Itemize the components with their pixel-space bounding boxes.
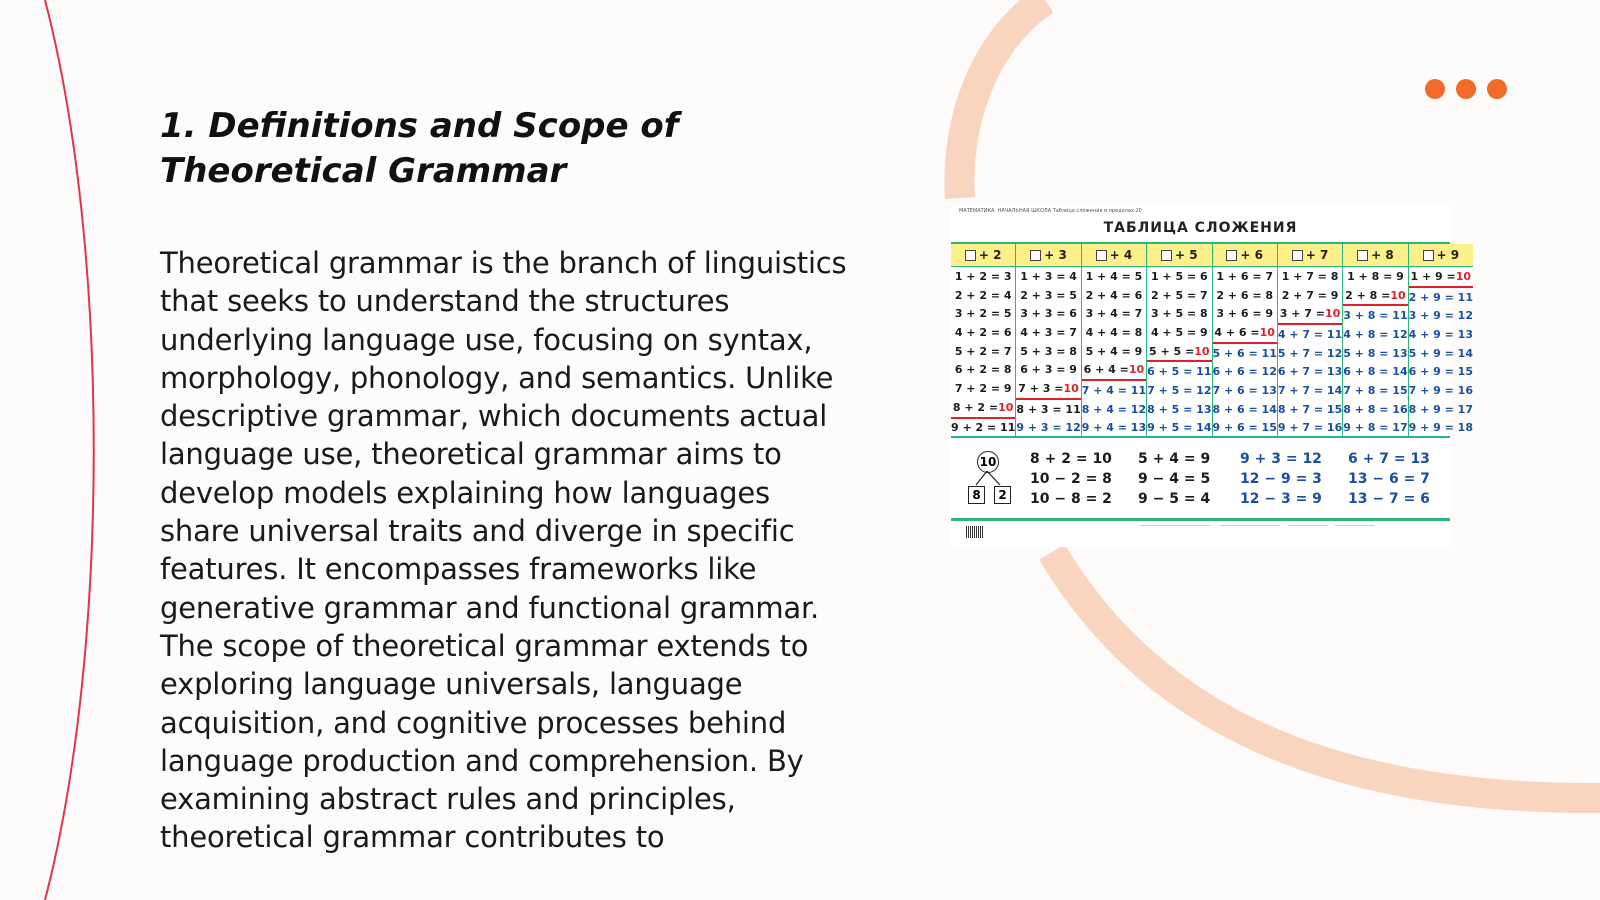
peach-arc-bottom: [1052, 552, 1600, 798]
grid-cell: 2 + 7 = 9: [1281, 288, 1339, 302]
slide-title: 1. Definitions and Scope of Theoretical Grammar: [160, 106, 679, 191]
grid-cell: 4 + 8 = 12: [1343, 327, 1408, 341]
grid-column: [951, 244, 1016, 437]
dots-decoration: [1425, 79, 1507, 99]
grid-cell: 8 + 8 = 16: [1343, 402, 1408, 416]
example-group: [1348, 449, 1430, 509]
peach-arc-top: [959, 0, 1045, 198]
blank-box-icon: [1030, 250, 1041, 261]
grid-cell: 2 + 5 = 7: [1150, 288, 1208, 302]
grid-cell: 5 + 4 = 9: [1085, 344, 1143, 358]
blank-box-icon: [1096, 250, 1107, 261]
blank-box-icon: [1423, 250, 1434, 261]
example-line: 12 − 3 = 9: [1240, 491, 1322, 507]
dot-1: [1425, 79, 1445, 99]
column-header-label: + 4: [1109, 248, 1133, 262]
column-header-label: + 6: [1240, 248, 1263, 262]
column-header-label: + 7: [1305, 248, 1329, 262]
grid-cell: 4 + 5 = 9: [1150, 325, 1208, 339]
grid-cell: 9 + 9 = 18: [1408, 421, 1473, 435]
grid-cell: 3 + 2 = 5: [954, 307, 1012, 321]
left-red-curve: [45, 0, 94, 900]
grid-column: [1147, 244, 1212, 437]
grid-column: [1278, 244, 1343, 437]
decomposition-lines: [970, 471, 1010, 487]
grid-cell: 1 + 6 = 7: [1216, 269, 1274, 283]
grid-cell: 1 + 5 = 6: [1150, 269, 1208, 283]
fine-print-1: [1140, 525, 1210, 540]
column-header: [1016, 244, 1080, 267]
grid-cell: 6 + 7 = 13: [1277, 365, 1343, 379]
grid-cell: 3 + 6 = 9: [1216, 307, 1274, 321]
grid-column: [1016, 244, 1081, 437]
grid-cell: 2 + 2 = 4: [954, 288, 1012, 302]
column-header: [951, 244, 1015, 267]
grid-cell: 6 + 3 = 9: [1020, 363, 1077, 377]
grid-cell: 3 + 5 = 8: [1150, 307, 1208, 321]
grid-cell: 2 + 8 = 10: [1343, 286, 1407, 307]
grid-cell: 3 + 8 = 11: [1343, 309, 1408, 323]
blank-box-icon: [1357, 250, 1368, 261]
example-group: [1138, 449, 1210, 509]
grid-cell: 3 + 4 = 7: [1085, 307, 1143, 321]
grid-cell: 8 + 5 = 13: [1147, 402, 1212, 416]
decomposition-left: 8: [968, 486, 985, 504]
grid-cell: 6 + 4 = 10: [1082, 360, 1146, 381]
grid-cell: 9 + 6 = 15: [1212, 421, 1277, 435]
barcode: [966, 526, 984, 538]
grid-cell: 9 + 4 = 13: [1081, 421, 1147, 435]
addition-table-image: [950, 205, 1473, 547]
footer-line: [951, 518, 1450, 521]
example-line: 10 − 2 = 8: [1030, 471, 1112, 487]
blank-box-icon: [1292, 250, 1303, 261]
fine-print-3: [1288, 525, 1328, 540]
grid-cell: 8 + 7 = 15: [1277, 402, 1343, 416]
blank-box-icon: [965, 250, 976, 261]
blank-box-icon: [1161, 250, 1172, 261]
grid-cell: 6 + 8 = 14: [1343, 365, 1408, 379]
example-line: 9 + 3 = 12: [1240, 451, 1322, 467]
grid-cell: 4 + 6 = 10: [1213, 323, 1277, 344]
column-header: [1082, 244, 1146, 267]
grid-cell: 7 + 6 = 13: [1212, 383, 1277, 397]
grid-cell: 1 + 7 = 8: [1281, 269, 1339, 283]
grid-cell: 8 + 6 = 14: [1212, 402, 1277, 416]
grid-cell: 1 + 4 = 5: [1085, 269, 1143, 283]
grid-cell: 9 + 8 = 17: [1343, 421, 1408, 435]
column-header: [1409, 244, 1473, 267]
grid-column: [1409, 244, 1473, 437]
grid-cell: 4 + 3 = 7: [1020, 325, 1077, 339]
addition-grid: [951, 242, 1473, 437]
dot-3: [1487, 79, 1507, 99]
grid-cell: 2 + 9 = 11: [1408, 290, 1473, 304]
column-header-label: + 3: [1044, 248, 1067, 262]
example-line: 13 − 6 = 7: [1348, 471, 1430, 487]
grid-cell: 5 + 2 = 7: [954, 344, 1012, 358]
grid-cell: 7 + 4 = 11: [1081, 383, 1147, 397]
decomposition-circle: 10: [977, 451, 999, 473]
column-header: [1213, 244, 1277, 267]
grid-cell: 7 + 8 = 15: [1343, 383, 1408, 397]
example-line: 6 + 7 = 13: [1348, 451, 1430, 467]
decomposition-right: 2: [994, 486, 1011, 504]
example-line: 13 − 7 = 6: [1348, 491, 1430, 507]
grid-cell: 6 + 5 = 11: [1147, 365, 1212, 379]
grid-cell: 6 + 2 = 8: [954, 363, 1012, 377]
grid-cell: 2 + 4 = 6: [1085, 288, 1143, 302]
image-title: ТАБЛИЦА СЛОЖЕНИЯ: [1103, 220, 1298, 236]
column-header: [1147, 244, 1211, 267]
grid-cell: 9 + 5 = 14: [1147, 421, 1212, 435]
grid-cell: 7 + 7 = 14: [1277, 383, 1343, 397]
grid-cell: 4 + 4 = 8: [1085, 325, 1143, 339]
example-line: 9 − 5 = 4: [1138, 491, 1211, 507]
grid-column: [1082, 244, 1147, 437]
grid-cell: 8 + 9 = 17: [1408, 402, 1473, 416]
grid-cell: 5 + 7 = 12: [1277, 346, 1343, 360]
column-header-label: + 9: [1436, 248, 1460, 262]
column-header: [1343, 244, 1407, 267]
grid-cell: 8 + 2 = 10: [951, 398, 1015, 419]
grid-cell: 1 + 2 = 3: [954, 269, 1012, 283]
grid-cell: 3 + 7 = 10: [1278, 304, 1342, 325]
grid-cell: 5 + 6 = 11: [1212, 346, 1277, 360]
grid-cell: 1 + 8 = 9: [1347, 269, 1404, 283]
example-line: 5 + 4 = 9: [1138, 451, 1211, 467]
column-header-label: + 2: [978, 248, 1002, 262]
grid-cell: 7 + 5 = 12: [1147, 383, 1212, 397]
grid-cell: 3 + 9 = 12: [1408, 309, 1473, 323]
slide-body-text: Theoretical grammar is the branch of linguistics that seeks to understand the structures underlying language use, focusing on syntax, morphology, phonology, and semantics. Unlike descriptive grammar, which documents actual language use, theoretical grammar aims to develop models explaining how languages share universal traits and diverge in specific features. It encompasses frameworks like generative grammar and functional grammar. The scope of theoretical grammar extends to exploring language universals, language acquisition, and cognitive processes behind language production and comprehension. By examining abstract rules and principles, theoretical grammar contributes to: [160, 246, 847, 855]
example-line: 8 + 2 = 10: [1030, 451, 1112, 467]
column-header-label: + 5: [1175, 248, 1198, 262]
example-group: [1240, 449, 1322, 509]
grid-cell: 2 + 6 = 8: [1216, 288, 1274, 302]
fine-print-2: [1220, 525, 1280, 540]
dot-2: [1456, 79, 1476, 99]
column-header-label: + 8: [1371, 248, 1394, 262]
grid-cell: 2 + 3 = 5: [1020, 288, 1077, 302]
example-line: 10 − 8 = 2: [1030, 491, 1112, 507]
grid-cell: 8 + 3 = 11: [1016, 402, 1081, 416]
grid-cell: 1 + 3 = 4: [1020, 269, 1077, 283]
grid-cell: 9 + 3 = 12: [1016, 421, 1081, 435]
image-header-text: МАТЕМАТИКА. НАЧАЛЬНАЯ ШКОЛА Таблица сложения в пределах 20: [959, 208, 1142, 214]
grid-cell: 8 + 4 = 12: [1081, 402, 1147, 416]
column-header: [1278, 244, 1342, 267]
grid-cell: 4 + 9 = 13: [1408, 327, 1473, 341]
grid-cell: 9 + 7 = 16: [1277, 421, 1343, 435]
grid-cell: 4 + 2 = 6: [954, 325, 1012, 339]
example-line: 9 − 4 = 5: [1138, 471, 1211, 487]
grid-column: [1343, 244, 1408, 437]
grid-column: [1213, 244, 1278, 437]
grid-cell: 1 + 9 = 10: [1409, 267, 1473, 288]
grid-cell: 4 + 7 = 11: [1277, 327, 1343, 341]
grid-cell: 6 + 9 = 15: [1408, 365, 1473, 379]
grid-cell: 5 + 5 = 10: [1147, 342, 1211, 363]
examples-block: [950, 443, 1451, 509]
example-line: 12 − 9 = 3: [1240, 471, 1322, 487]
grid-cell: 5 + 3 = 8: [1020, 344, 1077, 358]
grid-divider: [951, 436, 1450, 438]
example-group: [1030, 449, 1112, 509]
grid-cell: 3 + 3 = 6: [1020, 307, 1077, 321]
grid-cell: 6 + 6 = 12: [1212, 365, 1277, 379]
grid-cell: 7 + 3 = 10: [1016, 379, 1080, 400]
grid-cell: 7 + 9 = 16: [1408, 383, 1473, 397]
fine-print-4: [1335, 525, 1375, 540]
grid-cell: 5 + 9 = 14: [1408, 346, 1473, 360]
blank-box-icon: [1226, 250, 1237, 261]
grid-cell: 5 + 8 = 13: [1343, 346, 1408, 360]
grid-cell: 9 + 2 = 11: [951, 421, 1016, 435]
grid-cell: 7 + 2 = 9: [954, 381, 1012, 395]
